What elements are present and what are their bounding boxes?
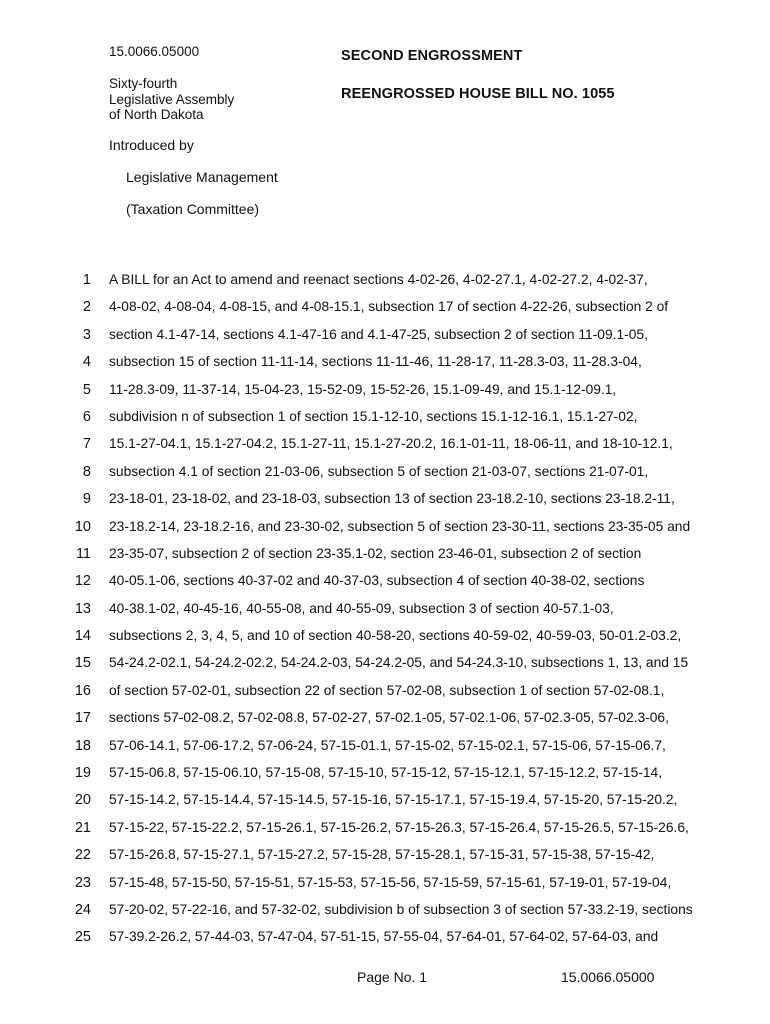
line-text: of section 57-02-01, subsection 22 of section 57-02-08, subsection 1 of section 57-02-08.1, bbox=[109, 682, 665, 698]
line-number: 15 bbox=[74, 655, 91, 672]
bill-text bbox=[0, 270, 770, 955]
sponsor-name: Legislative Management bbox=[126, 169, 278, 185]
line-text: 40-05.1-06, sections 40-37-02 and 40-37-03, subsection 4 of section 40-38-02, sections bbox=[109, 573, 645, 589]
assembly-line: Legislative Assembly bbox=[109, 91, 235, 107]
bill-line bbox=[0, 270, 770, 297]
line-text: 57-15-26.8, 57-15-27.1, 57-15-27.2, 57-15-28, 57-15-28.1, 57-15-31, 57-15-38, 57-15-42, bbox=[109, 847, 655, 863]
bill-line bbox=[0, 517, 770, 544]
line-text: 57-15-22, 57-15-22.2, 57-15-26.1, 57-15-26.2, 57-15-26.3, 57-15-26.4, 57-15-26.5, 57-15-26.6, bbox=[109, 819, 689, 835]
line-text: 57-20-02, 57-22-16, and 57-32-02, subdivision b of subsection 3 of section 57-33.2-19, sections bbox=[109, 901, 693, 917]
bill-line bbox=[0, 434, 770, 461]
line-text: 23-35-07, subsection 2 of section 23-35.1-02, section 23-46-01, subsection 2 of section bbox=[109, 545, 642, 561]
introduced-by-label: Introduced by bbox=[109, 137, 194, 153]
line-number: 4 bbox=[82, 354, 91, 371]
line-number: 20 bbox=[74, 792, 91, 809]
bill-line bbox=[0, 462, 770, 489]
bill-line bbox=[0, 736, 770, 763]
document-number: 15.0066.05000 bbox=[109, 44, 200, 59]
footer-document-number: 15.0066.05000 bbox=[561, 969, 655, 985]
line-number: 2 bbox=[82, 299, 91, 316]
bill-line bbox=[0, 380, 770, 407]
bill-line bbox=[0, 352, 770, 379]
bill-line bbox=[0, 325, 770, 352]
line-text: 23-18-01, 23-18-02, and 23-18-03, subsection 13 of section 23-18.2-10, sections 23-18.2-11, bbox=[109, 491, 675, 507]
line-text: 57-15-06.8, 57-15-06.10, 57-15-08, 57-15-10, 57-15-12, 57-15-12.1, 57-15-12.2, 57-15-14, bbox=[109, 765, 663, 781]
line-text: 57-06-14.1, 57-06-17.2, 57-06-24, 57-15-01.1, 57-15-02, 57-15-02.1, 57-15-06, 57-15-06.7, bbox=[109, 737, 666, 753]
bill-line bbox=[0, 790, 770, 817]
line-text: subsection 15 of section 11-11-14, sections 11-11-46, 11-28-17, 11-28.3-03, 11-28.3-04, bbox=[109, 354, 642, 370]
line-text: 57-39.2-26.2, 57-44-03, 57-47-04, 57-51-15, 57-55-04, 57-64-01, 57-64-02, 57-64-03, and bbox=[109, 929, 659, 945]
line-text: 54-24.2-02.1, 54-24.2-02.2, 54-24.2-03, 54-24.2-05, and 54-24.3-10, subsections 1, 13, and 15 bbox=[109, 655, 689, 671]
bill-line bbox=[0, 653, 770, 680]
line-number: 13 bbox=[74, 600, 91, 617]
page-number: Page No. 1 bbox=[357, 969, 428, 985]
bill-line bbox=[0, 927, 770, 954]
line-number: 5 bbox=[82, 381, 91, 398]
line-number: 6 bbox=[82, 408, 91, 425]
bill-line bbox=[0, 845, 770, 872]
line-text: section 4.1-47-14, sections 4.1-47-16 and 4.1-47-25, subsection 2 of section 11-09.1-05, bbox=[109, 326, 648, 342]
line-text: A BILL for an Act to amend and reenact sections 4-02-26, 4-02-27.1, 4-02-27.2, 4-02-37, bbox=[109, 272, 648, 287]
assembly-line: Sixty-fourth bbox=[109, 76, 178, 91]
line-text: sections 57-02-08.2, 57-02-08.8, 57-02-27, 57-02.1-05, 57-02.1-06, 57-02.3-05, 57-02.3-06, bbox=[109, 710, 669, 726]
bill-line bbox=[0, 407, 770, 434]
bill-line bbox=[0, 818, 770, 845]
bill-line bbox=[0, 544, 770, 571]
line-number: 8 bbox=[82, 463, 91, 480]
bill-line bbox=[0, 626, 770, 653]
line-number: 23 bbox=[74, 874, 91, 891]
line-number: 19 bbox=[74, 765, 91, 782]
line-number: 7 bbox=[82, 436, 91, 453]
bill-line bbox=[0, 873, 770, 900]
line-number: 9 bbox=[82, 491, 91, 508]
bill-title: REENGROSSED HOUSE BILL NO. 1055 bbox=[341, 86, 615, 102]
line-text: 23-18.2-14, 23-18.2-16, and 23-30-02, subsection 5 of section 23-30-11, sections 23-35-05 and bbox=[109, 518, 691, 534]
engrossment-title: SECOND ENGROSSMENT bbox=[341, 48, 523, 64]
line-number: 3 bbox=[82, 326, 91, 343]
line-number: 12 bbox=[74, 573, 91, 590]
line-number: 17 bbox=[74, 710, 91, 727]
line-number: 21 bbox=[74, 819, 91, 836]
bill-line bbox=[0, 297, 770, 324]
line-number: 22 bbox=[74, 847, 91, 864]
bill-line bbox=[0, 681, 770, 708]
bill-line bbox=[0, 489, 770, 516]
bill-line bbox=[0, 599, 770, 626]
line-number: 14 bbox=[74, 628, 91, 645]
line-text: subsections 2, 3, 4, 5, and 10 of section 40-58-20, sections 40-59-02, 40-59-03, 50-01.2-03.2, bbox=[109, 628, 682, 644]
line-number: 10 bbox=[74, 518, 91, 535]
line-text: 57-15-14.2, 57-15-14.4, 57-15-14.5, 57-15-16, 57-15-17.1, 57-15-19.4, 57-15-20, 57-15-20.2, bbox=[109, 792, 678, 808]
line-number: 1 bbox=[82, 272, 91, 288]
assembly-info bbox=[109, 76, 234, 123]
line-number: 24 bbox=[74, 901, 91, 918]
line-text: 4-08-02, 4-08-04, 4-08-15, and 4-08-15.1, subsection 17 of section 4-22-26, subsection 2 of bbox=[109, 299, 669, 315]
bill-line bbox=[0, 571, 770, 598]
bill-line bbox=[0, 708, 770, 735]
line-text: subsection 4.1 of section 21-03-06, subsection 5 of section 21-03-07, sections 21-07-01, bbox=[109, 463, 649, 479]
line-text: 15.1-27-04.1, 15.1-27-04.2, 15.1-27-11, 15.1-27-20.2, 16.1-01-11, 18-06-11, and 18-10-12.1, bbox=[109, 436, 673, 452]
line-number: 18 bbox=[74, 737, 91, 754]
assembly-line: of North Dakota bbox=[109, 107, 204, 122]
line-text: 11-28.3-09, 11-37-14, 15-04-23, 15-52-09, 15-52-26, 15.1-09-49, and 15.1-12-09.1, bbox=[109, 381, 617, 397]
line-text: 57-15-48, 57-15-50, 57-15-51, 57-15-53, 57-15-56, 57-15-59, 57-15-61, 57-19-01, 57-19-04, bbox=[109, 874, 672, 890]
bill-line bbox=[0, 763, 770, 790]
line-number: 11 bbox=[75, 545, 91, 562]
committee-name: (Taxation Committee) bbox=[126, 201, 260, 217]
bill-line bbox=[0, 900, 770, 927]
line-number: 25 bbox=[74, 929, 91, 946]
line-number: 16 bbox=[74, 682, 91, 699]
line-text: 40-38.1-02, 40-45-16, 40-55-08, and 40-55-09, subsection 3 of section 40-57.1-03, bbox=[109, 600, 614, 616]
line-text: subdivision n of subsection 1 of section 15.1-12-10, sections 15.1-12-16.1, 15.1-27-02, bbox=[109, 408, 638, 424]
